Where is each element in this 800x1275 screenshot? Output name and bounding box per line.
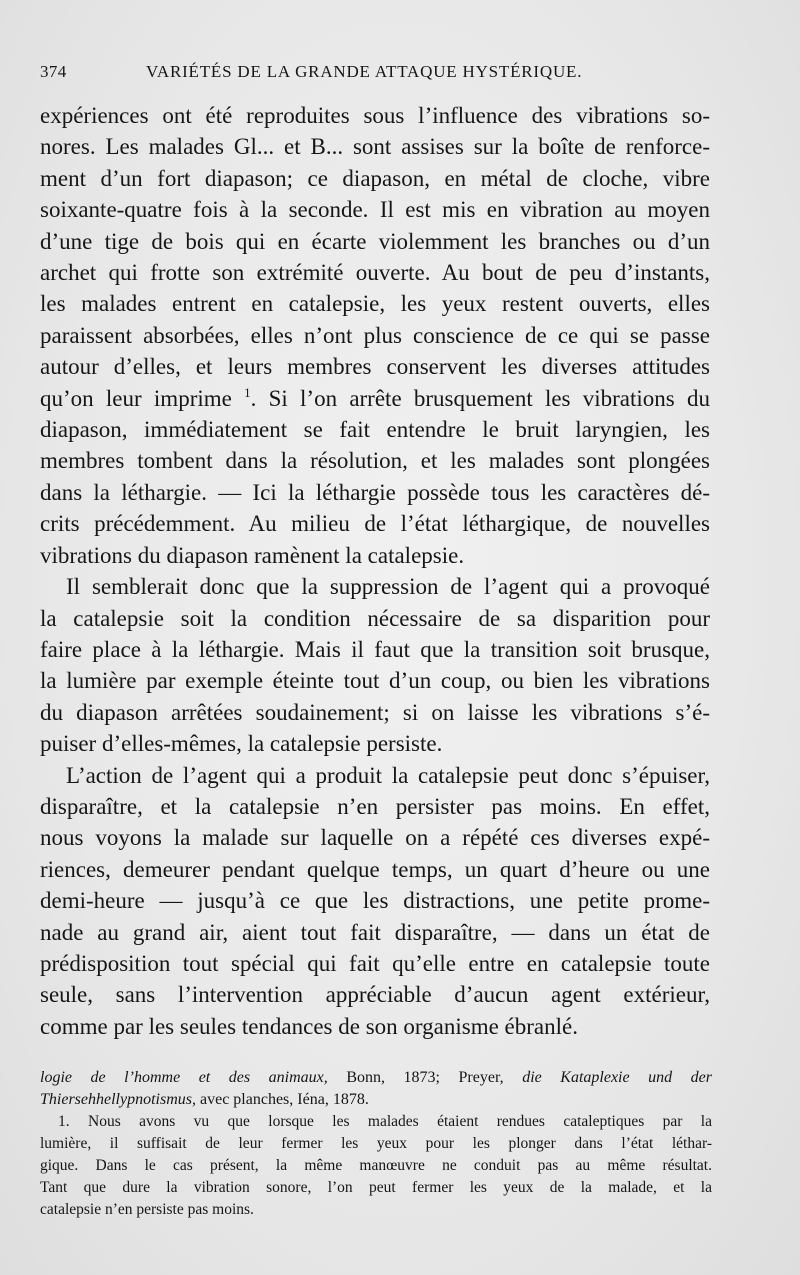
- footnote-line: 1. Nous avons vu que lorsque les malades étaient rendues cataleptiques par la: [58, 1113, 712, 1130]
- text-line: dans la léthargie. — Ici la léthargie possède tous les caractères dé-: [40, 479, 710, 505]
- text-line: les malades entrent en catalepsie, les yeux restent ouverts, elles: [40, 291, 710, 317]
- footnote-line: gique. Dans le cas présent, la même manœuvre ne conduit pas au même résultat.: [40, 1157, 712, 1174]
- paragraph-3: [40, 760, 710, 1043]
- footnote-continuation-line: [40, 1089, 712, 1111]
- page-number: 374: [40, 62, 67, 81]
- paragraph-2: [40, 571, 710, 759]
- text-line: expériences ont été reproduites sous l’influence des vibrations so-: [40, 103, 710, 128]
- text-line: L’action de l’agent qui a produit la catalepsie peut donc s’épuiser,: [66, 762, 710, 788]
- text-fragment: qu’on leur imprime: [40, 385, 245, 411]
- text-line: diapason, immédiatement se fait entendre le bruit laryngien, les: [40, 417, 710, 443]
- text-line: faire place à la léthargie. Mais il faut que la transition soit brusque,: [40, 636, 710, 662]
- italic-title: Thiersehhellypnotismus,: [40, 1091, 196, 1108]
- text-line-with-footnote-ref: [40, 383, 710, 414]
- text-line: Il semblerait donc que la suppression de l’agent qui a provoqué: [66, 574, 710, 600]
- text-line: du diapason arrêtées soudainement; si on laisse les vibrations s’é-: [40, 699, 710, 725]
- text-line: la lumière par exemple éteinte tout d’un coup, ou bien les vibrations: [40, 668, 710, 694]
- text-line: demi-heure — jusqu’à ce que les distractions, une petite prome-: [40, 888, 710, 914]
- text-fragment: Bonn, 1873; Preyer,: [327, 1069, 523, 1086]
- italic-title: die Kataplexie und der: [522, 1069, 713, 1086]
- footnote-reference: 1: [244, 384, 251, 400]
- text-line: riences, demeurer pendant quelque temps, un quart d’heure ou une: [40, 856, 710, 882]
- text-line: d’une tige de bois qui en écarte violemment les branches ou d’un: [40, 228, 710, 254]
- italic-title: logie de l’homme et des animaux,: [40, 1069, 328, 1086]
- text-line: seule, sans l’intervention appréciable d’aucun agent extérieur,: [40, 982, 710, 1008]
- text-fragment: avec planches, Iéna, 1878.: [196, 1091, 369, 1108]
- text-line: autour d’elles, et leurs membres conservent les diverses attitudes: [40, 354, 710, 380]
- footnote-line: Tant que dure la vibration sonore, l’on peut fermer les yeux de la malade, et la: [40, 1179, 712, 1196]
- text-line: comme par les seules tendances de son organisme ébranlé.: [40, 1013, 578, 1039]
- text-line: la catalepsie soit la condition nécessaire de sa disparition pour: [40, 605, 710, 631]
- footnotes: [40, 1067, 712, 1221]
- text-line: nores. Les malades Gl... et B... sont assises sur la boîte de renforce-: [40, 134, 710, 160]
- text-fragment: . Si l’on arrête brusquement les vibrations du: [250, 385, 710, 411]
- text-line: puiser d’elles-mêmes, la catalepsie persiste.: [40, 731, 443, 757]
- text-line: membres tombent dans la résolution, et les malades sont plongées: [40, 448, 710, 474]
- text-line: crits précédemment. Au milieu de l’état léthargique, de nouvelles: [40, 511, 710, 537]
- footnote-continuation-line: [40, 1067, 712, 1089]
- paragraph-1: [40, 100, 710, 571]
- text-line: prédisposition tout spécial qui fait qu’elle entre en catalepsie toute: [40, 950, 710, 976]
- text-line: ment d’un fort diapason; ce diapason, en métal de cloche, vibre: [40, 165, 710, 191]
- page-header: [40, 62, 710, 88]
- footnote-line: catalepsie n’en persiste pas moins.: [40, 1201, 254, 1218]
- text-line: vibrations du diapason ramènent la catalepsie.: [40, 542, 465, 568]
- text-line: nade au grand air, aient tout fait disparaître, — dans un état de: [40, 919, 710, 945]
- text-line: paraissent absorbées, elles n’ont plus conscience de ce qui se passe: [40, 322, 710, 348]
- main-text: [40, 100, 710, 1042]
- text-line: nous voyons la malade sur laquelle on a répété ces diverses expé-: [40, 825, 710, 851]
- text-line: soixante-quatre fois à la seconde. Il est mis en vibration au moyen: [40, 197, 710, 223]
- text-line: disparaître, et la catalepsie n’en persister pas moins. En effet,: [40, 793, 710, 819]
- footnote-line: lumière, il suffisait de leur fermer les yeux pour les plonger dans l’état léthar-: [40, 1135, 712, 1152]
- text-line: archet qui frotte son extrémité ouverte. Au bout de peu d’instants,: [40, 260, 710, 286]
- running-title: VARIÉTÉS DE LA GRANDE ATTAQUE HYSTÉRIQUE.: [146, 62, 583, 81]
